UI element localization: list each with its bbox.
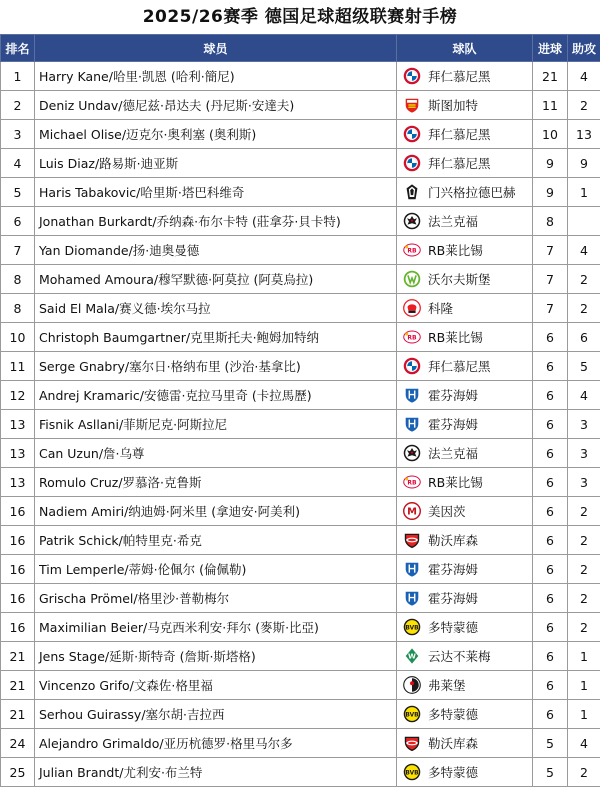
assists-cell: 2 bbox=[568, 555, 600, 584]
goals-cell: 6 bbox=[533, 497, 568, 526]
goals-cell: 6 bbox=[533, 323, 568, 352]
leipzig-logo-icon bbox=[403, 473, 421, 491]
team-cell bbox=[397, 439, 533, 468]
assists-cell: 4 bbox=[568, 62, 600, 91]
team-name: 多特蒙德 bbox=[428, 765, 479, 780]
team-name: 勒沃库森 bbox=[428, 533, 479, 548]
team-name: 霍芬海姆 bbox=[428, 591, 479, 606]
player-cell: Luis Diaz/路易斯·迪亚斯 bbox=[35, 149, 397, 178]
rank-cell: 21 bbox=[1, 642, 35, 671]
team-name: 科隆 bbox=[428, 301, 454, 316]
team-cell bbox=[397, 178, 533, 207]
rank-cell: 3 bbox=[1, 120, 35, 149]
table-row bbox=[1, 584, 600, 613]
stuttgart-logo-icon bbox=[403, 96, 421, 114]
player-cell: Harry Kane/哈里·凯恩 (哈利·簡尼) bbox=[35, 62, 397, 91]
gladbach-logo-icon bbox=[403, 183, 421, 201]
rank-cell: 2 bbox=[1, 91, 35, 120]
assists-cell: 2 bbox=[568, 91, 600, 120]
team-cell bbox=[397, 323, 533, 352]
team-name: 拜仁慕尼黑 bbox=[428, 156, 491, 171]
assists-cell: 1 bbox=[568, 642, 600, 671]
goals-cell: 8 bbox=[533, 207, 568, 236]
team-cell bbox=[397, 294, 533, 323]
goals-cell: 5 bbox=[533, 729, 568, 758]
rank-cell: 16 bbox=[1, 526, 35, 555]
header-goals: 进球 bbox=[533, 35, 568, 62]
rank-cell: 8 bbox=[1, 265, 35, 294]
rank-cell: 16 bbox=[1, 497, 35, 526]
goals-cell: 10 bbox=[533, 120, 568, 149]
assists-cell: 6 bbox=[568, 323, 600, 352]
table-row bbox=[1, 613, 600, 642]
hoffenheim-logo-icon bbox=[403, 415, 421, 433]
hoffenheim-logo-icon bbox=[403, 560, 421, 578]
wolfsburg-logo-icon bbox=[403, 270, 421, 288]
team-cell bbox=[397, 671, 533, 700]
goals-cell: 11 bbox=[533, 91, 568, 120]
leipzig-logo-icon bbox=[403, 328, 421, 346]
assists-cell: 2 bbox=[568, 584, 600, 613]
bayern-logo-icon bbox=[403, 357, 421, 375]
hoffenheim-logo-icon bbox=[403, 589, 421, 607]
table-row bbox=[1, 758, 600, 787]
assists-cell: 1 bbox=[568, 700, 600, 729]
player-cell: Said El Mala/赛义德·埃尔马拉 bbox=[35, 294, 397, 323]
team-name: 美因茨 bbox=[428, 504, 466, 519]
team-cell bbox=[397, 352, 533, 381]
table-row bbox=[1, 294, 600, 323]
team-name: RB莱比锡 bbox=[428, 330, 483, 345]
koln-logo-icon bbox=[403, 299, 421, 317]
table-row bbox=[1, 120, 600, 149]
goals-cell: 6 bbox=[533, 526, 568, 555]
table-row bbox=[1, 207, 600, 236]
goals-cell: 6 bbox=[533, 439, 568, 468]
team-cell bbox=[397, 62, 533, 91]
dortmund-logo-icon bbox=[403, 763, 421, 781]
player-cell: Deniz Undav/德尼兹·昂达夫 (丹尼斯·安達夫) bbox=[35, 91, 397, 120]
team-name: 多特蒙德 bbox=[428, 620, 479, 635]
assists-cell: 9 bbox=[568, 149, 600, 178]
team-cell bbox=[397, 468, 533, 497]
assists-cell: 1 bbox=[568, 671, 600, 700]
team-cell bbox=[397, 410, 533, 439]
assists-cell: 2 bbox=[568, 265, 600, 294]
team-name: 弗莱堡 bbox=[428, 678, 466, 693]
table-row bbox=[1, 265, 600, 294]
assists-cell: 2 bbox=[568, 294, 600, 323]
freiburg-logo-icon bbox=[403, 676, 421, 694]
rank-cell: 16 bbox=[1, 555, 35, 584]
header-team: 球队 bbox=[397, 35, 533, 62]
rank-cell: 13 bbox=[1, 468, 35, 497]
goals-cell: 7 bbox=[533, 236, 568, 265]
team-cell bbox=[397, 758, 533, 787]
team-cell bbox=[397, 526, 533, 555]
rank-cell: 16 bbox=[1, 584, 35, 613]
table-body bbox=[1, 62, 600, 787]
goals-cell: 6 bbox=[533, 584, 568, 613]
table-row bbox=[1, 381, 600, 410]
team-name: 霍芬海姆 bbox=[428, 562, 479, 577]
bremen-logo-icon bbox=[403, 647, 421, 665]
header-player: 球员 bbox=[35, 35, 397, 62]
svg-text:BVB: BVB bbox=[405, 712, 419, 719]
rank-cell: 16 bbox=[1, 613, 35, 642]
player-cell: Alejandro Grimaldo/亚历杭德罗·格里马尔多 bbox=[35, 729, 397, 758]
table-row bbox=[1, 526, 600, 555]
table-row bbox=[1, 497, 600, 526]
header-rank: 排名 bbox=[1, 35, 35, 62]
player-cell: Romulo Cruz/罗慕洛·克鲁斯 bbox=[35, 468, 397, 497]
assists-cell: 2 bbox=[568, 613, 600, 642]
player-cell: Jens Stage/延斯·斯特奇 (詹斯·斯塔格) bbox=[35, 642, 397, 671]
svg-text:RB: RB bbox=[407, 247, 417, 255]
frankfurt-logo-icon bbox=[403, 212, 421, 230]
table-header-row bbox=[1, 35, 600, 62]
team-name: 法兰克福 bbox=[428, 446, 479, 461]
rank-cell: 8 bbox=[1, 294, 35, 323]
team-cell bbox=[397, 729, 533, 758]
team-cell bbox=[397, 207, 533, 236]
assists-cell bbox=[568, 207, 600, 236]
team-cell bbox=[397, 642, 533, 671]
player-cell: Mohamed Amoura/穆罕默德·阿莫拉 (阿莫烏拉) bbox=[35, 265, 397, 294]
player-cell: Christoph Baumgartner/克里斯托夫·鲍姆加特纳 bbox=[35, 323, 397, 352]
table-row bbox=[1, 236, 600, 265]
assists-cell: 4 bbox=[568, 236, 600, 265]
dortmund-logo-icon bbox=[403, 705, 421, 723]
assists-cell: 3 bbox=[568, 468, 600, 497]
team-name: 拜仁慕尼黑 bbox=[428, 69, 491, 84]
goals-cell: 7 bbox=[533, 294, 568, 323]
hoffenheim-logo-icon bbox=[403, 386, 421, 404]
rank-cell: 4 bbox=[1, 149, 35, 178]
team-cell bbox=[397, 120, 533, 149]
player-cell: Michael Olise/迈克尔·奥利塞 (奥利斯) bbox=[35, 120, 397, 149]
team-name: RB莱比锡 bbox=[428, 475, 483, 490]
goals-cell: 6 bbox=[533, 671, 568, 700]
assists-cell: 1 bbox=[568, 178, 600, 207]
table-row bbox=[1, 439, 600, 468]
team-cell bbox=[397, 700, 533, 729]
rank-cell: 12 bbox=[1, 381, 35, 410]
rank-cell: 1 bbox=[1, 62, 35, 91]
goals-cell: 6 bbox=[533, 468, 568, 497]
team-cell bbox=[397, 236, 533, 265]
player-cell: Julian Brandt/尤利安·布兰特 bbox=[35, 758, 397, 787]
team-cell bbox=[397, 555, 533, 584]
table-row bbox=[1, 729, 600, 758]
table-row bbox=[1, 352, 600, 381]
table-row bbox=[1, 468, 600, 497]
team-cell bbox=[397, 584, 533, 613]
table-row bbox=[1, 410, 600, 439]
rank-cell: 25 bbox=[1, 758, 35, 787]
table-row bbox=[1, 555, 600, 584]
team-cell bbox=[397, 497, 533, 526]
table-row bbox=[1, 671, 600, 700]
team-name: 多特蒙德 bbox=[428, 707, 479, 722]
goals-cell: 6 bbox=[533, 555, 568, 584]
dortmund-logo-icon bbox=[403, 618, 421, 636]
leipzig-logo-icon bbox=[403, 241, 421, 259]
team-name: 斯图加特 bbox=[428, 98, 479, 113]
rank-cell: 13 bbox=[1, 410, 35, 439]
team-name: 拜仁慕尼黑 bbox=[428, 359, 491, 374]
table-row bbox=[1, 62, 600, 91]
player-cell: Yan Diomande/扬·迪奥曼德 bbox=[35, 236, 397, 265]
svg-text:RB: RB bbox=[407, 334, 417, 342]
goals-cell: 5 bbox=[533, 758, 568, 787]
player-cell: Can Uzun/詹·乌尊 bbox=[35, 439, 397, 468]
player-cell: Maximilian Beier/马克西米利安·拜尔 (麥斯·比亞) bbox=[35, 613, 397, 642]
player-cell: Serhou Guirassy/塞尔胡·吉拉西 bbox=[35, 700, 397, 729]
assists-cell: 2 bbox=[568, 758, 600, 787]
team-name: 法兰克福 bbox=[428, 214, 479, 229]
team-cell bbox=[397, 149, 533, 178]
team-name: 拜仁慕尼黑 bbox=[428, 127, 491, 142]
team-name: 云达不莱梅 bbox=[428, 649, 491, 664]
player-cell: Nadiem Amiri/纳迪姆·阿米里 (拿迪安·阿美利) bbox=[35, 497, 397, 526]
player-cell: Patrik Schick/帕特里克·希克 bbox=[35, 526, 397, 555]
player-cell: Serge Gnabry/塞尔日·格纳布里 (沙治·基拿比) bbox=[35, 352, 397, 381]
page-title: 2025/26赛季 德国足球超级联赛射手榜 bbox=[142, 7, 458, 27]
team-cell bbox=[397, 613, 533, 642]
table-row bbox=[1, 323, 600, 352]
goals-cell: 9 bbox=[533, 149, 568, 178]
player-cell: Grischa Prömel/格里沙·普勒梅尔 bbox=[35, 584, 397, 613]
rank-cell: 21 bbox=[1, 700, 35, 729]
assists-cell: 3 bbox=[568, 410, 600, 439]
svg-text:RB: RB bbox=[407, 479, 417, 487]
team-name: RB莱比锡 bbox=[428, 243, 483, 258]
svg-text:BVB: BVB bbox=[405, 625, 419, 632]
goals-cell: 6 bbox=[533, 642, 568, 671]
player-cell: Haris Tabakovic/哈里斯·塔巴科维奇 bbox=[35, 178, 397, 207]
assists-cell: 4 bbox=[568, 381, 600, 410]
scorers-table bbox=[0, 34, 600, 787]
bayern-logo-icon bbox=[403, 125, 421, 143]
assists-cell: 2 bbox=[568, 497, 600, 526]
rank-cell: 21 bbox=[1, 671, 35, 700]
frankfurt-logo-icon bbox=[403, 444, 421, 462]
team-name: 勒沃库森 bbox=[428, 736, 479, 751]
team-name: 沃尔夫斯堡 bbox=[428, 272, 491, 287]
mainz-logo-icon bbox=[403, 502, 421, 520]
team-name: 霍芬海姆 bbox=[428, 388, 479, 403]
player-cell: Fisnik Asllani/菲斯尼克·阿斯拉尼 bbox=[35, 410, 397, 439]
rank-cell: 5 bbox=[1, 178, 35, 207]
rank-cell: 11 bbox=[1, 352, 35, 381]
rank-cell: 6 bbox=[1, 207, 35, 236]
table-row bbox=[1, 700, 600, 729]
goals-cell: 6 bbox=[533, 613, 568, 642]
player-cell: Andrej Kramaric/安德雷·克拉马里奇 (卡拉馬歷) bbox=[35, 381, 397, 410]
goals-cell: 6 bbox=[533, 700, 568, 729]
player-cell: Tim Lemperle/蒂姆·伦佩尔 (倫佩勒) bbox=[35, 555, 397, 584]
goals-cell: 6 bbox=[533, 410, 568, 439]
table-row bbox=[1, 149, 600, 178]
player-cell: Jonathan Burkardt/乔纳森·布尔卡特 (莊拿芬·貝卡特) bbox=[35, 207, 397, 236]
table-row bbox=[1, 91, 600, 120]
goals-cell: 6 bbox=[533, 352, 568, 381]
header-assists: 助攻 bbox=[568, 35, 600, 62]
goals-cell: 6 bbox=[533, 381, 568, 410]
team-cell bbox=[397, 91, 533, 120]
table-row bbox=[1, 642, 600, 671]
goals-cell: 21 bbox=[533, 62, 568, 91]
player-cell: Vincenzo Grifo/文森佐·格里福 bbox=[35, 671, 397, 700]
svg-text:M: M bbox=[407, 506, 417, 518]
rank-cell: 24 bbox=[1, 729, 35, 758]
goals-cell: 7 bbox=[533, 265, 568, 294]
assists-cell: 13 bbox=[568, 120, 600, 149]
team-name: 霍芬海姆 bbox=[428, 417, 479, 432]
table-row bbox=[1, 178, 600, 207]
svg-text:W: W bbox=[408, 651, 416, 661]
leverkusen-logo-icon bbox=[403, 531, 421, 549]
bayern-logo-icon bbox=[403, 154, 421, 172]
bayern-logo-icon bbox=[403, 67, 421, 85]
leverkusen-logo-icon bbox=[403, 734, 421, 752]
team-cell bbox=[397, 381, 533, 410]
rank-cell: 10 bbox=[1, 323, 35, 352]
team-name: 门兴格拉德巴赫 bbox=[428, 185, 516, 200]
assists-cell: 2 bbox=[568, 526, 600, 555]
rank-cell: 7 bbox=[1, 236, 35, 265]
team-cell bbox=[397, 265, 533, 294]
assists-cell: 5 bbox=[568, 352, 600, 381]
svg-text:BVB: BVB bbox=[405, 770, 419, 777]
assists-cell: 3 bbox=[568, 439, 600, 468]
goals-cell: 9 bbox=[533, 178, 568, 207]
rank-cell: 13 bbox=[1, 439, 35, 468]
assists-cell: 4 bbox=[568, 729, 600, 758]
